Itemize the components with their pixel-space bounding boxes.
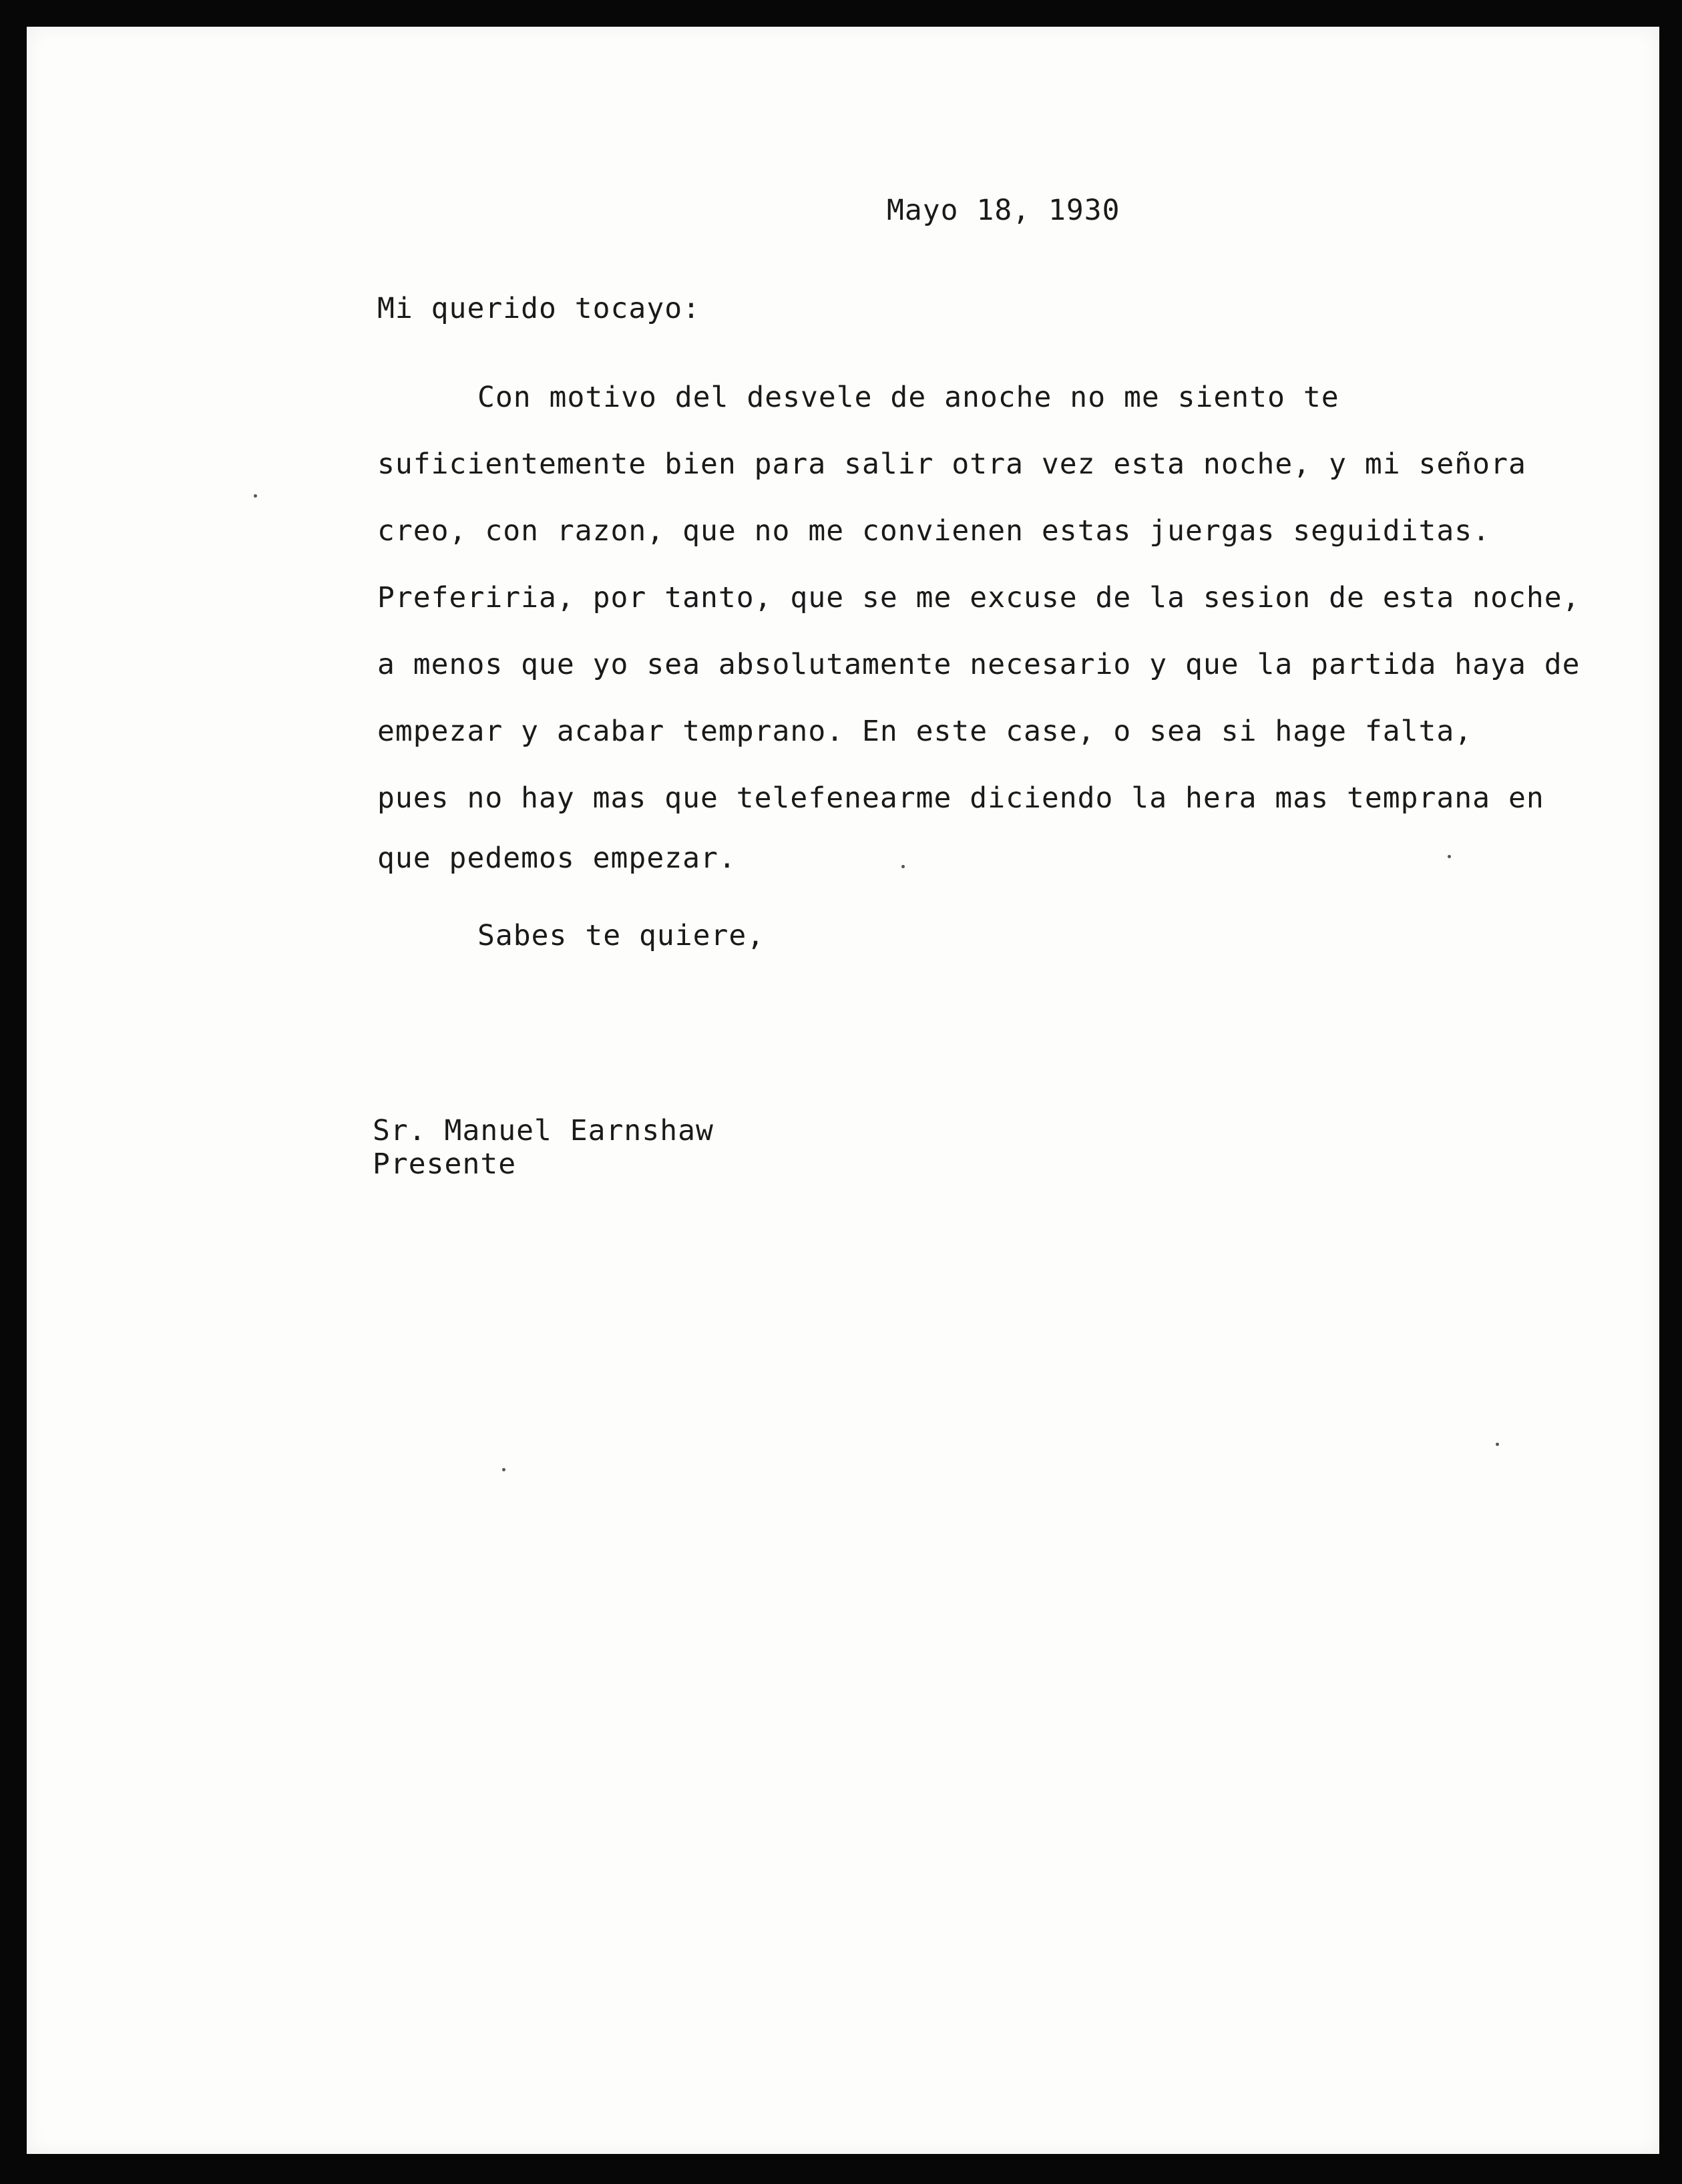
paper-speck (502, 1468, 505, 1471)
body-line-4: Preferiria, por tanto, que se me excuse de la sesion de esta noche, (377, 581, 1581, 614)
letter-text (27, 27, 1659, 2154)
paper-speck (901, 865, 905, 868)
body-line-8: que pedemos empezar. (377, 842, 737, 875)
body-line-5: a menos que yo sea absolutamente necesario y que la partida haya de (377, 648, 1581, 681)
letter-date: Mayo 18, 1930 (887, 194, 1120, 227)
body-line-6: empezar y acabar temprano. En este case, o sea si hage falta, (377, 715, 1473, 748)
body-line-2: suficientemente bien para salir otra vez esta noche, y mi señora (377, 447, 1526, 481)
body-line-1: Con motivo del desvele de anoche no me siento te (477, 381, 1339, 414)
body-line-7: pues no hay mas que telefenearme diciendo la hera mas temprana en (377, 781, 1544, 815)
body-line-3: creo, con razon, que no me convienen estas juergas seguiditas. (377, 514, 1491, 548)
letter-page (27, 27, 1659, 2154)
addressee-location: Presente (373, 1147, 517, 1181)
salutation: Mi querido tocayo: (377, 292, 700, 325)
paper-speck (1496, 1443, 1499, 1446)
closing: Sabes te quiere, (477, 919, 765, 952)
addressee-name: Sr. Manuel Earnshaw (373, 1114, 714, 1147)
addressee-block (373, 1114, 714, 1181)
paper-speck (1448, 855, 1451, 858)
paper-speck (254, 494, 257, 498)
